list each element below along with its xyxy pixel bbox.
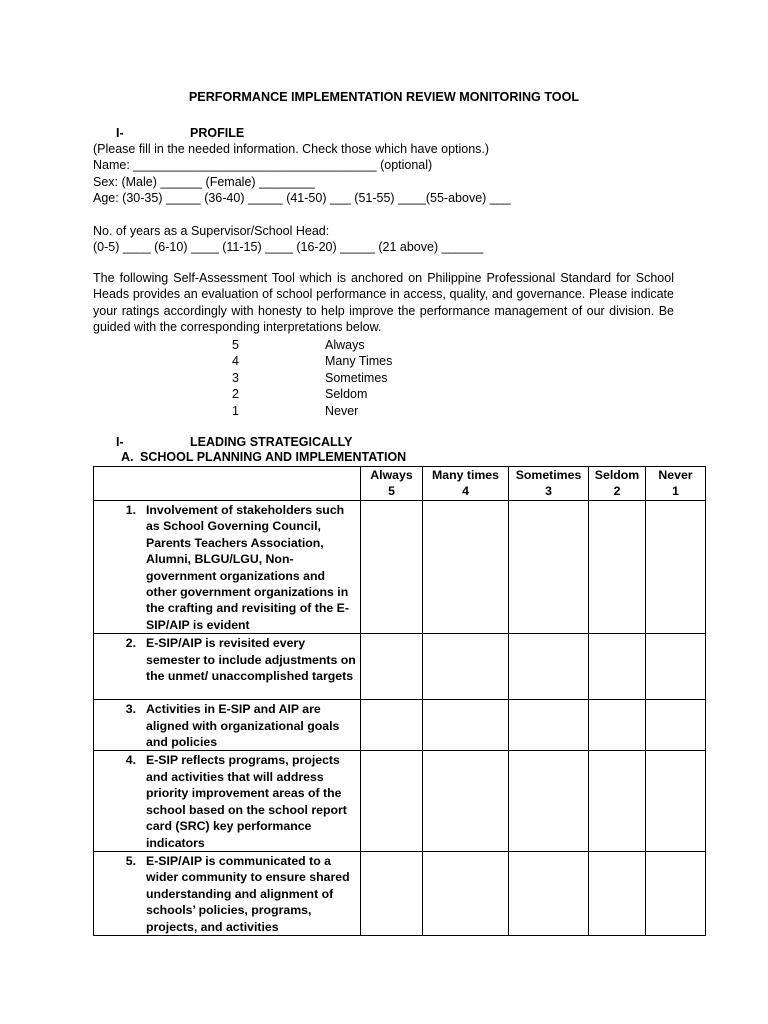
subsection-title: SCHOOL PLANNING AND IMPLEMENTATION [140, 450, 407, 464]
profile-section-heading: PROFILE [190, 126, 245, 140]
scale-row [0, 337, 768, 353]
column-header [361, 467, 423, 501]
indicator-cell [94, 700, 361, 751]
rating-cell-many-times[interactable] [423, 700, 509, 751]
column-label: Many times [432, 468, 499, 482]
profile-section-number: I- [116, 126, 124, 140]
column-header [423, 467, 509, 501]
column-value: 3 [545, 484, 552, 499]
section-number: I- [116, 435, 124, 449]
rating-cell-never[interactable] [646, 851, 706, 935]
indicator-text: Activities in E-SIP and AIP are aligned with organizational goals and policies [146, 702, 340, 750]
table-row [94, 634, 706, 700]
profile-instruction: (Please fill in the needed information. Check those which have options.) [93, 142, 490, 156]
table-row [94, 501, 706, 634]
rating-cell-seldom[interactable] [589, 851, 646, 935]
column-header [589, 467, 646, 501]
rating-cell-always[interactable] [361, 501, 423, 634]
column-label: Seldom [594, 468, 640, 482]
column-header [646, 467, 706, 501]
rating-cell-always[interactable] [361, 751, 423, 851]
indicator-cell [94, 751, 361, 851]
scale-value: 2 [232, 387, 239, 401]
scale-label: Never [325, 404, 359, 418]
scale-value: 4 [232, 354, 239, 368]
rating-cell-many-times[interactable] [423, 851, 509, 935]
scale-label: Sometimes [325, 371, 388, 385]
scale-label: Seldom [325, 387, 368, 401]
name-field-line: Name: ___________________________________ (optional) [93, 158, 433, 172]
years-label: No. of years as a Supervisor/School Head: [93, 224, 330, 238]
scale-row [0, 370, 768, 386]
rating-cell-sometimes[interactable] [509, 700, 589, 751]
rating-cell-seldom[interactable] [589, 501, 646, 634]
indicator-number: 5. [125, 853, 136, 868]
rating-cell-always[interactable] [361, 851, 423, 935]
indicator-cell [94, 634, 361, 700]
rating-cell-sometimes[interactable] [509, 851, 589, 935]
column-value: 5 [388, 484, 395, 499]
table-row [94, 851, 706, 935]
scale-value: 5 [232, 338, 239, 352]
scale-label: Always [325, 338, 365, 352]
rating-cell-many-times[interactable] [423, 501, 509, 634]
column-value: 1 [672, 484, 679, 499]
indicator-text: Involvement of stakeholders such as School Governing Council, Parents Teachers Association, Alumni, BLGU/LGU, Non-government organizations and other government organizations in the crafting and revisiting of the E-SIP/AIP is evident [146, 503, 349, 632]
table-row [94, 700, 706, 751]
rating-cell-never[interactable] [646, 700, 706, 751]
rating-cell-never[interactable] [646, 751, 706, 851]
table-header-row [94, 467, 706, 501]
rating-cell-seldom[interactable] [589, 751, 646, 851]
age-field-line: Age: (30-35) _____ (36-40) _____ (41-50) ___ (51-55) ____(55-above) ___ [93, 191, 511, 205]
scale-row [0, 353, 768, 369]
subsection-heading [121, 449, 406, 465]
sex-field-line: Sex: (Male) ______ (Female) ________ [93, 175, 315, 189]
header-blank-cell [94, 467, 361, 501]
document-title: PERFORMANCE IMPLEMENTATION REVIEW MONITORING TOOL [188, 90, 580, 104]
rating-cell-sometimes[interactable] [509, 751, 589, 851]
scale-row [0, 403, 768, 419]
years-field-line: (0-5) ____ (6-10) ____ (11-15) ____ (16-20) _____ (21 above) ______ [93, 240, 484, 254]
rating-cell-sometimes[interactable] [509, 501, 589, 634]
column-value: 2 [613, 484, 621, 499]
rating-cell-seldom[interactable] [589, 634, 646, 700]
indicator-cell [94, 501, 361, 634]
indicator-number: 4. [125, 753, 136, 768]
indicator-text: E-SIP/AIP is communicated to a wider community to ensure shared understanding and alignment of schools’ policies, programs, projects, and activities [146, 853, 350, 934]
rating-cell-never[interactable] [646, 501, 706, 634]
indicator-number: 1. [125, 503, 136, 517]
column-label: Sometimes [515, 468, 582, 482]
indicator-number: 3. [125, 702, 136, 717]
indicator-number: 2. [125, 636, 136, 651]
indicator-text: E-SIP/AIP is revisited every semester to include adjustments on the unmet/ unaccomplished targets [146, 636, 356, 684]
table-row [94, 751, 706, 851]
rating-cell-many-times[interactable] [423, 634, 509, 700]
rating-cell-seldom[interactable] [589, 700, 646, 751]
rating-table [93, 466, 706, 936]
column-value: 4 [462, 484, 469, 499]
rating-cell-always[interactable] [361, 700, 423, 751]
rating-cell-many-times[interactable] [423, 751, 509, 851]
column-header [509, 467, 589, 501]
rating-cell-sometimes[interactable] [509, 634, 589, 700]
scale-value: 3 [232, 371, 239, 385]
indicator-cell [94, 851, 361, 935]
column-label: Always [370, 468, 413, 482]
indicator-text: E-SIP reflects programs, projects and activities that will address priority improvement areas of the school based on the school report card (SRC) key performance indicators [146, 753, 347, 850]
scale-row [0, 386, 768, 402]
scale-value: 1 [232, 404, 239, 418]
scale-label: Many Times [325, 354, 393, 368]
subsection-letter: A. [121, 450, 134, 464]
section-heading: LEADING STRATEGICALLY [190, 435, 353, 449]
rating-cell-never[interactable] [646, 634, 706, 700]
rating-cell-always[interactable] [361, 634, 423, 700]
column-label: Never [658, 468, 693, 482]
intro-paragraph: The following Self-Assessment Tool which is anchored on Philippine Professional Standard for School Heads provides an evaluation of school performance in access, quality, and governance. Please indicate your ratings accordingly with honesty to help improve the performance management of our division. Be guided with the corresponding interpretations below. [93, 271, 674, 335]
